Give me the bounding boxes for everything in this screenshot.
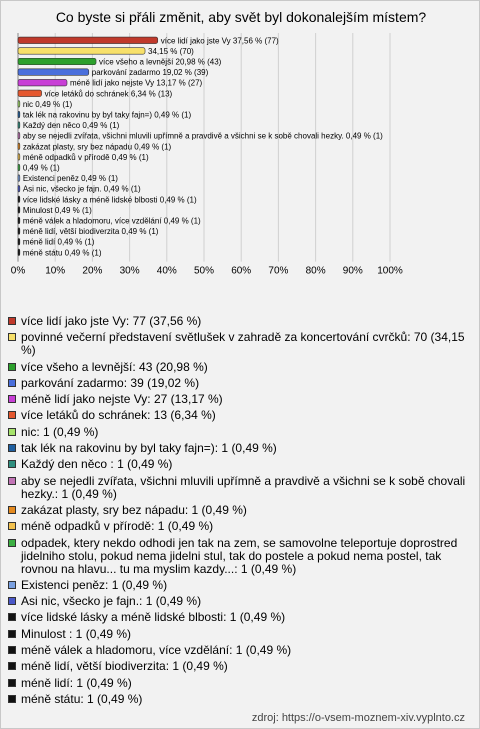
legend-swatch bbox=[8, 379, 16, 387]
bar bbox=[18, 79, 67, 86]
x-tick-label: 80% bbox=[305, 265, 326, 277]
bar-label: více lidské lásky a méně lidské blbosti 0,49 % (1) bbox=[22, 195, 197, 205]
legend-swatch bbox=[8, 597, 16, 605]
x-tick-label: 90% bbox=[342, 265, 363, 277]
x-tick-label: 70% bbox=[268, 265, 289, 277]
legend-swatch bbox=[8, 428, 16, 436]
x-tick-label: 30% bbox=[119, 265, 140, 277]
x-tick-label: 60% bbox=[231, 265, 252, 277]
legend-swatch bbox=[8, 333, 16, 341]
legend-item bbox=[8, 644, 473, 657]
bar bbox=[18, 196, 20, 203]
legend-item bbox=[8, 579, 473, 592]
legend-item bbox=[8, 595, 473, 608]
bar-label: méně lidí jako nejste Vy 13,17 % (27) bbox=[69, 78, 203, 88]
legend-item bbox=[8, 426, 473, 439]
legend-label: odpadek, ktery nekdo odhodi jen tak na zem, se samovolne teleportuje doprostred jidelniho stolu, pokud nema jidelni stul, tak do postele a pokud nema postel, tak rovnou na hlavu... tu ma myslim kazdy...: 1 (0,49 %) bbox=[21, 535, 458, 576]
bar bbox=[18, 207, 20, 214]
legend-swatch bbox=[8, 662, 16, 670]
legend-item bbox=[8, 628, 473, 641]
legend-item bbox=[8, 331, 473, 357]
bar-label: méně odpadků v přírodě 0,49 % (1) bbox=[22, 152, 149, 162]
legend-swatch bbox=[8, 695, 16, 703]
legend-label: méně lidí: 1 (0,49 %) bbox=[21, 675, 132, 690]
bar bbox=[18, 48, 145, 55]
bar-label: méně válek a hladomoru, více vzdělání 0,49 % (1) bbox=[22, 216, 201, 226]
bar-label: více všeho a levnější 20,98 % (43) bbox=[99, 57, 222, 67]
legend-swatch bbox=[8, 539, 16, 547]
legend-swatch bbox=[8, 395, 16, 403]
legend-label: méně válek a hladomoru, více vzdělání: 1 (0,49 %) bbox=[21, 643, 292, 658]
legend-label: méně odpadků v přírodě: 1 (0,49 %) bbox=[21, 519, 214, 534]
legend-item bbox=[8, 660, 473, 673]
legend-swatch bbox=[8, 613, 16, 621]
legend-item bbox=[8, 611, 473, 624]
x-tick-label: 20% bbox=[82, 265, 103, 277]
bar-label: Existenci peněz 0,49 % (1) bbox=[22, 174, 118, 184]
bar-label: tak lék na rakovinu by byl taky fajn=) 0,49 % (1) bbox=[22, 110, 192, 120]
legend-item bbox=[8, 377, 473, 390]
chart-title: Co byste si přáli změnit, aby svět byl dokonalejším místem? bbox=[55, 9, 427, 25]
legend-label: méně lidí jako nejste Vy: 27 (13,17 %) bbox=[21, 392, 223, 407]
bar-label: 34,15 % (70) bbox=[148, 46, 194, 56]
bar bbox=[18, 175, 20, 182]
bar bbox=[18, 122, 20, 129]
legend-label: povinné večerní představení světlušek v zahradě za koncertování cvrčků: 70 (34,15 %) bbox=[21, 330, 465, 358]
legend-label: Existenci peněz: 1 (0,49 %) bbox=[21, 577, 168, 592]
legend-label: tak lék na rakovinu by byl taky fajn=): 1 (0,49 %) bbox=[21, 441, 277, 456]
bar bbox=[18, 238, 20, 245]
legend-item bbox=[8, 409, 473, 422]
legend-item bbox=[8, 520, 473, 533]
legend-item bbox=[8, 361, 473, 374]
bar bbox=[18, 90, 42, 97]
x-tick-label: 10% bbox=[45, 265, 66, 277]
x-tick-label: 40% bbox=[156, 265, 177, 277]
bar bbox=[18, 164, 20, 171]
bar-label: méně státu 0,49 % (1) bbox=[22, 248, 102, 258]
chart-legend bbox=[8, 315, 473, 709]
bar bbox=[18, 143, 20, 150]
bar-label: více lidí jako jste Vy 37,56 % (77) bbox=[160, 36, 279, 46]
bar-label: více letáků do schránek 6,34 % (13) bbox=[44, 89, 173, 99]
legend-item bbox=[8, 475, 473, 501]
legend-swatch bbox=[8, 646, 16, 654]
legend-swatch bbox=[8, 581, 16, 589]
legend-label: více lidí jako jste Vy: 77 (37,56 %) bbox=[21, 314, 202, 328]
legend-swatch bbox=[8, 444, 16, 452]
legend-item bbox=[8, 315, 473, 328]
legend-swatch bbox=[8, 506, 16, 514]
bar-label: nic 0,49 % (1) bbox=[22, 99, 73, 109]
bar-label: 0,49 % (1) bbox=[22, 163, 60, 173]
legend-label: aby se nejedli zvířata, všichni mluvili upřímně a pravdivě a všichni se k sobě chovali hezky.: 1 (0,49 %) bbox=[21, 473, 466, 501]
bar bbox=[18, 111, 20, 118]
bar bbox=[18, 101, 20, 108]
x-tick-label: 0% bbox=[10, 265, 26, 277]
bar bbox=[18, 185, 20, 192]
bar-label: Minulost 0,49 % (1) bbox=[22, 205, 92, 215]
legend-swatch bbox=[8, 460, 16, 468]
legend-swatch bbox=[8, 679, 16, 687]
bar-label: parkování zadarmo 19,02 % (39) bbox=[91, 68, 209, 78]
legend-swatch bbox=[8, 363, 16, 371]
source-credit: zdroj: https://o-vsem-moznem-xiv.vyplnto.cz bbox=[251, 712, 465, 724]
bar bbox=[18, 217, 20, 224]
legend-label: zakázat plasty, sry bez nápadu: 1 (0,49 %) bbox=[21, 502, 247, 517]
legend-item bbox=[8, 693, 473, 706]
bar-label: Každý den něco 0,49 % (1) bbox=[22, 121, 120, 131]
legend-label: nic: 1 (0,49 %) bbox=[21, 424, 99, 439]
legend-swatch bbox=[8, 477, 16, 485]
bar bbox=[18, 58, 96, 65]
bar-label: méně lidí 0,49 % (1) bbox=[22, 237, 95, 247]
bar-label: aby se nejedli zvířata, všichni mluvili upřímně a pravdivě a všichni se k sobě chovali hezky. 0,49 % (1) bbox=[22, 131, 383, 141]
bar bbox=[18, 37, 158, 44]
legend-label: více lidské lásky a méně lidské blbosti: 1 (0,49 %) bbox=[21, 610, 286, 625]
legend-label: Asi nic, všecko je fajn.: 1 (0,49 %) bbox=[21, 594, 202, 609]
bar bbox=[18, 249, 20, 256]
bar bbox=[18, 69, 89, 76]
legend-label: méně lidí, větší biodiverzita: 1 (0,49 %) bbox=[21, 659, 228, 674]
legend-label: více všeho a levnější: 43 (20,98 %) bbox=[21, 359, 208, 374]
legend-label: více letáků do schránek: 13 (6,34 %) bbox=[21, 408, 216, 423]
x-tick-label: 50% bbox=[193, 265, 215, 277]
legend-swatch bbox=[8, 411, 16, 419]
bar-label: Asi nic, všecko je fajn. 0,49 % (1) bbox=[22, 184, 141, 194]
legend-label: parkování zadarmo: 39 (19,02 %) bbox=[21, 375, 200, 390]
legend-label: méně státu: 1 (0,49 %) bbox=[21, 691, 143, 706]
x-tick-label: 100% bbox=[377, 265, 403, 277]
legend-label: Každý den něco : 1 (0,49 %) bbox=[21, 457, 173, 472]
legend-swatch bbox=[8, 522, 16, 530]
bar bbox=[18, 228, 20, 235]
legend-item bbox=[8, 393, 473, 406]
legend-swatch bbox=[8, 317, 16, 325]
legend-swatch bbox=[8, 630, 16, 638]
bar bbox=[18, 132, 20, 139]
legend-item bbox=[8, 504, 473, 517]
bar-label: méně lidí, větší biodiverzita 0,49 % (1) bbox=[22, 227, 159, 237]
legend-item bbox=[8, 677, 473, 690]
legend-item bbox=[8, 442, 473, 455]
bar-label: zakázat plasty, sry bez nápadu 0,49 % (1) bbox=[22, 142, 172, 152]
bar-chart bbox=[1, 1, 479, 311]
legend-item bbox=[8, 458, 473, 471]
legend-label: Minulost : 1 (0,49 %) bbox=[21, 626, 132, 641]
legend-item bbox=[8, 537, 473, 576]
bar bbox=[18, 154, 20, 161]
